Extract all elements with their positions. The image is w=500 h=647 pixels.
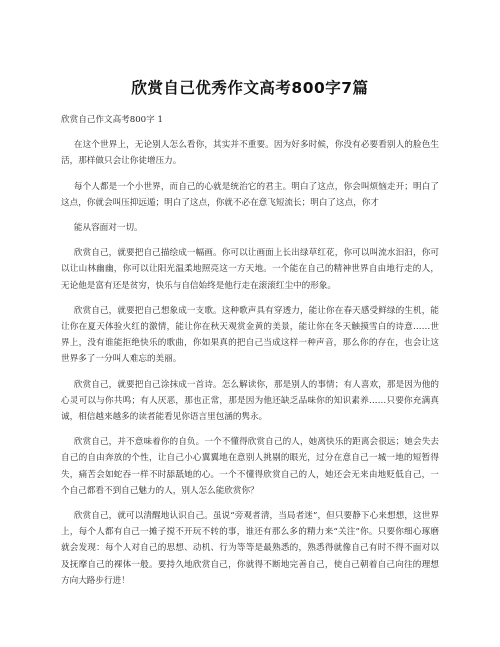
document-title: 欣赏自己优秀作文高考800字7篇	[131, 79, 369, 97]
essay-subtitle: 欣赏自己作文高考800字 1	[61, 115, 163, 125]
paragraph-5: 欣赏自己，就要把自己想象成一支歌。这种歌声具有穿透力，能让你在春天感受鲜绿的生机，能让你在夏天体验火红的激情，能让你在秋天观赏金黄的美景，能让你在冬天触摸雪白的诗意……世界上，没有谁能拒绝快乐的歌曲，你如果真的把自己当成这样一种声音，那么你的存在，也会让这世界多了一分叫人难忘的美丽。	[61, 305, 439, 365]
paragraph-3: 能从容面对一切。	[73, 223, 143, 234]
paragraph-1: 在这个世界上，无论别人怎么看你，其实并不重要。因为好多时候，你没有必要看别人的脸色生活，那样做只会让你徒增压力。	[61, 140, 439, 167]
paragraph-8: 欣赏自己，就可以清醒地认识自己。虽说“旁观者清，当局者迷”，但只要静下心来想想，这世界上，每个人都有自己一摊子搅不开玩不转的事，谁还有那么多的精力来“关注”你。只要你细心琢磨就会发现：每个人对自己的思想、动机、行为等等是最熟悉的，熟悉得就像自己有时不得不面对以及抚摩自己的裸体一般。要持久地欣赏自己，你就得不断地完善自己，使自己朝着自己向往的理想方向大路步行进！	[61, 511, 439, 586]
paragraph-2: 每个人都是一个小世界，而自己的心就是统治它的君主。明白了这点，你会叫烦恼走开；明白了这点，你就会叫压抑远遁；明白了这点，你就不必在意飞短流长；明白了这点，你才	[61, 181, 439, 208]
paragraph-6: 欣赏自己，就要把自己涂抹成一首诗。怎么解读你，那是别人的事情；有人喜欢，那是因为他的心灵可以与你共鸣；有人厌恶，那也正常，那是因为他还缺乏品味你的知识素养……只要你充满真诚，相信越来越多的读者能看见你语言里包涵的隽永。	[61, 379, 439, 423]
paragraph-7: 欣赏自己，并不意味着你的自负。一个不懂得欣赏自己的人，她离快乐的距离会很远；她会失去自己的自由奔放的个性，让自己小心翼翼地在意别人挑剔的眼光，过分在意自己一城一地的短暂得失，痛苦会如蛇吞一样不时舔舐她的心。一个不懂得欣赏自己的人，她还会无来由地贬低自己，一个自己都看不到自己魅力的人，别人怎么能欣赏你？	[61, 437, 439, 496]
document-body	[61, 112, 439, 598]
paragraph-4: 欣赏自己，就要把自己描绘成一幅画。你可以让画面上长出绿草红花，你可以叫流水汩汩，你可以让山林幽幽，你可以让阳光温柔地照亮这一方天地。一个能在自己的精神世界自由地行走的人，无论他是富有还是贫穷，快乐与自信始终是他行走在滚滚红尘中的形象。	[61, 248, 439, 291]
